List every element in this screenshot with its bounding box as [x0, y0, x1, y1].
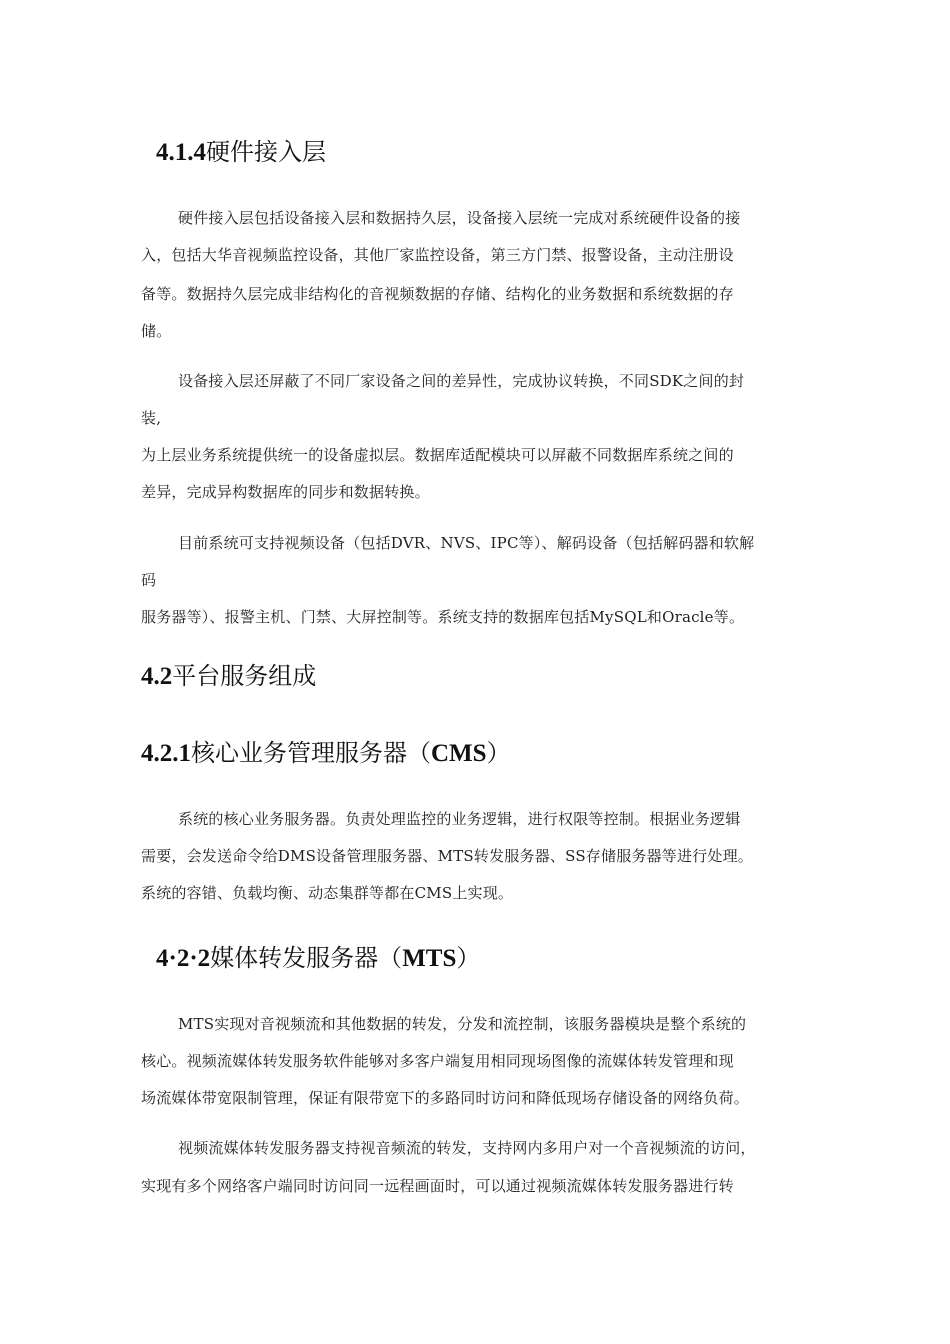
paragraph-line: MTS实现对音视频流和其他数据的转发，分发和流控制，该服务器模块是整个系统的 — [178, 1015, 747, 1033]
paragraph-line: 服务器等）、报警主机、门禁、大屏控制等。系统支持的数据库包括MySQL和Oracle等。 — [141, 608, 745, 626]
section-title: 核心业务管理服务器（ — [191, 739, 431, 767]
paragraph-line: 系统的核心业务服务器。负责处理监控的业务逻辑，进行权限等控制。根据业务逻辑 — [178, 810, 741, 828]
section-number: 4.2 — [141, 663, 173, 690]
section-title-abbr: CMS — [431, 740, 487, 767]
paragraph-line: 硬件接入层包括设备接入层和数据持久层，设备接入层统一完成对系统硬件设备的接 — [178, 209, 741, 227]
paragraph-line: 差异，完成异构数据库的同步和数据转换。 — [141, 483, 430, 501]
paragraph-line: 储。 — [141, 322, 172, 340]
section-number: 4.1.4 — [156, 139, 206, 166]
paragraph-line: 目前系统可支持视频设备（包括DVR、NVS、IPC等）、解码设备（包括解码器和软解 — [178, 534, 755, 552]
section-title-end: ） — [456, 944, 481, 972]
paragraph-line: 设备接入层还屏蔽了不同厂家设备之间的差异性，完成协议转换，不同SDK之间的封 — [178, 372, 745, 390]
paragraph-line: 实现有多个网络客户端同时访问同一远程画面时，可以通过视频流媒体转发服务器进行转 — [141, 1177, 734, 1195]
paragraph-line: 入，包括大华音视频监控设备，其他厂家监控设备，第三方门禁、报警设备，主动注册设 — [141, 246, 734, 264]
section-heading-4-2-1 — [141, 737, 511, 770]
paragraph-line: 备等。数据持久层完成非结构化的音视频数据的存储、结构化的业务数据和系统数据的存 — [141, 285, 734, 303]
section-number: 4·2·2 — [156, 945, 211, 972]
paragraph-line: 需要，会发送命令给DMS设备管理服务器、MTS转发服务器、SS存储服务器等进行处理。 — [141, 847, 753, 865]
section-heading-4-2-2 — [156, 942, 480, 975]
section-heading-4-2 — [141, 660, 316, 693]
paragraph-line: 装, — [141, 409, 162, 427]
section-heading-4-1-4 — [156, 136, 326, 169]
section-title: 媒体转发服务器（ — [210, 944, 403, 972]
section-title-abbr: MTS — [402, 945, 457, 972]
paragraph-line: 系统的容错、负载均衡、动态集群等都在CMS上实现。 — [141, 884, 514, 902]
section-title: 硬件接入层 — [206, 138, 326, 166]
section-number: 4.2.1 — [141, 740, 191, 767]
paragraph-line: 码 — [141, 571, 157, 589]
paragraph-line: 视频流媒体转发服务器支持视音频流的转发，支持网内多用户对一个音视频流的访问， — [178, 1139, 756, 1157]
paragraph-line: 核心。视频流媒体转发服务软件能够对多客户端复用相同现场图像的流媒体转发管理和现 — [141, 1052, 734, 1070]
section-title-end: ） — [486, 739, 511, 767]
section-title: 平台服务组成 — [172, 662, 317, 690]
paragraph-line: 场流媒体带宽限制管理，保证有限带宽下的多路同时访问和降低现场存储设备的网络负荷。 — [141, 1089, 750, 1107]
paragraph-line: 为上层业务系统提供统一的设备虚拟层。数据库适配模块可以屏蔽不同数据库系统之间的 — [141, 446, 734, 464]
